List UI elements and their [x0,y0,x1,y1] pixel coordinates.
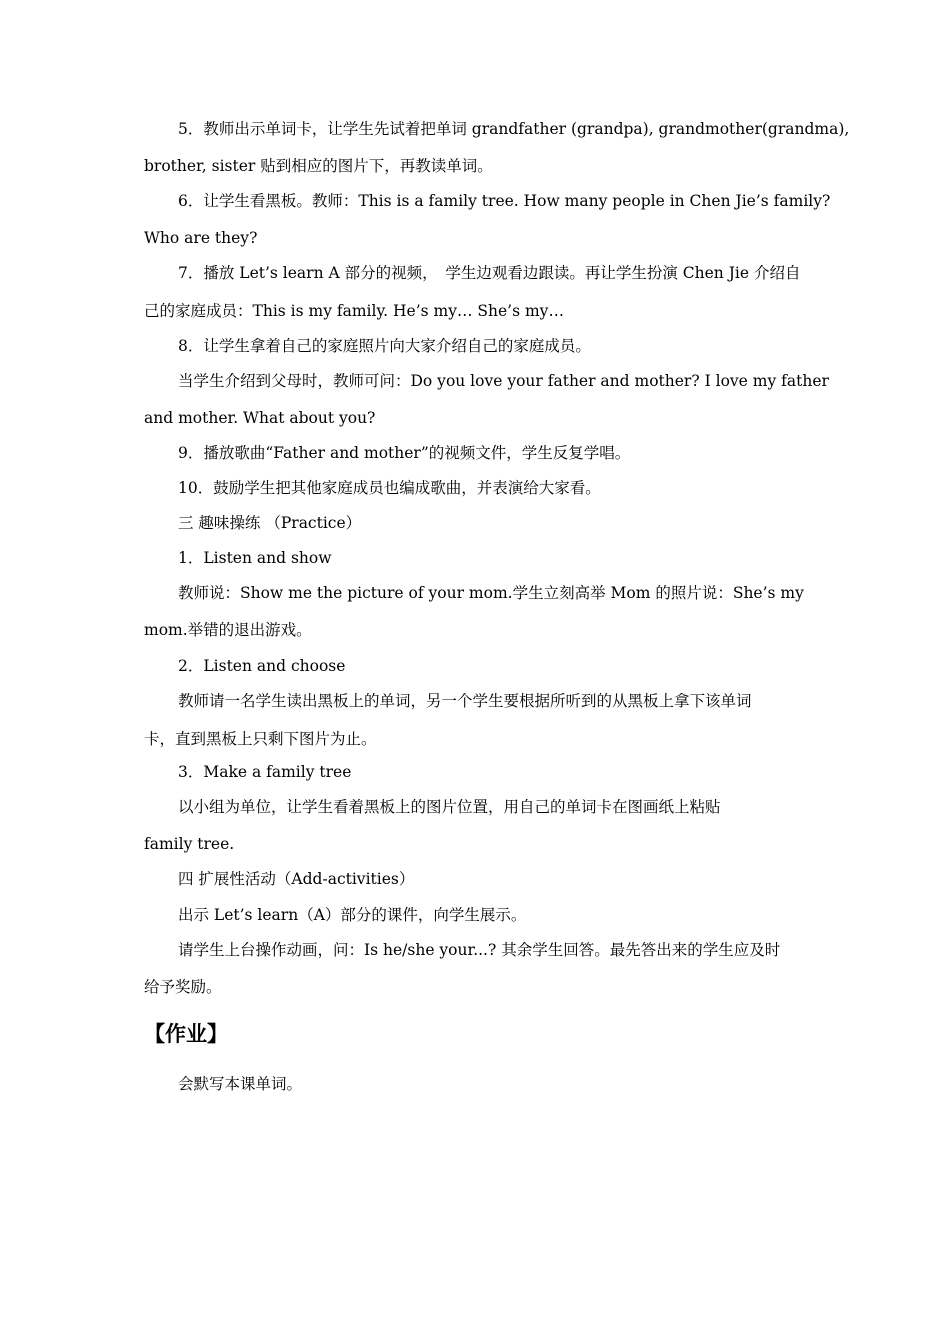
paragraph-line: 给予奖励。 [144,978,222,996]
paragraph-line: 教师请一名学生读出黑板上的单词，另一个学生要根据所听到的从黑板上拿下该单词 [178,692,752,710]
activity-title: 2．Listen and choose [178,657,346,675]
activity-title: 3．Make a family tree [178,763,352,781]
section-heading-practice: 三 趣味操练 （Practice） [178,514,362,532]
paragraph-line: 以小组为单位，让学生看着黑板上的图片位置，用自己的单词卡在图画纸上粘贴 [178,798,721,816]
paragraph-line: brother, sister 贴到相应的图片下，再教读单词。 [144,157,493,175]
paragraph-line: and mother. What about you? [144,409,376,427]
paragraph-line: 当学生介绍到父母时，教师可问：Do you love your father and mother? I love my father [178,372,829,390]
paragraph-line: Who are they? [144,229,258,247]
paragraph-line: family tree. [144,835,235,853]
paragraph-line: 己的家庭成员：This is my family. He’s my… She’s my… [144,302,564,320]
paragraph-line: 卡，直到黑板上只剩下图片为止。 [144,730,377,748]
homework-text: 会默写本课单词。 [178,1075,303,1093]
activity-title: 1．Listen and show [178,549,332,567]
paragraph-line: 5．教师出示单词卡，让学生先试着把单词 grandfather (grandpa), grandmother(grandma), [178,120,850,138]
section-heading-add-activities: 四 扩展性活动（Add-activities） [178,870,415,888]
paragraph-line: 7．播放 Let’s learn A 部分的视频， 学生边观看边跟读。再让学生扮演 Chen Jie 介绍自 [178,264,801,282]
paragraph-line: 请学生上台操作动画，问：Is he/she your...? 其余学生回答。最先答出来的学生应及时 [178,941,781,959]
homework-heading: 【作业】 [144,1022,228,1046]
paragraph-line: 6．让学生看黑板。教师：This is a family tree. How many people in Chen Jie’s family? [178,192,831,210]
paragraph-line: 教师说：Show me the picture of your mom.学生立刻高举 Mom 的照片说：She’s my [178,584,804,602]
paragraph-line: 10．鼓励学生把其他家庭成员也编成歌曲，并表演给大家看。 [178,479,601,497]
paragraph-line: mom.举错的退出游戏。 [144,621,312,639]
paragraph-line: 9．播放歌曲“Father and mother”的视频文件，学生反复学唱。 [178,444,631,462]
paragraph-line: 8．让学生拿着自己的家庭照片向大家介绍自己的家庭成员。 [178,337,591,355]
paragraph-line: 出示 Let’s learn（A）部分的课件，向学生展示。 [178,906,527,924]
